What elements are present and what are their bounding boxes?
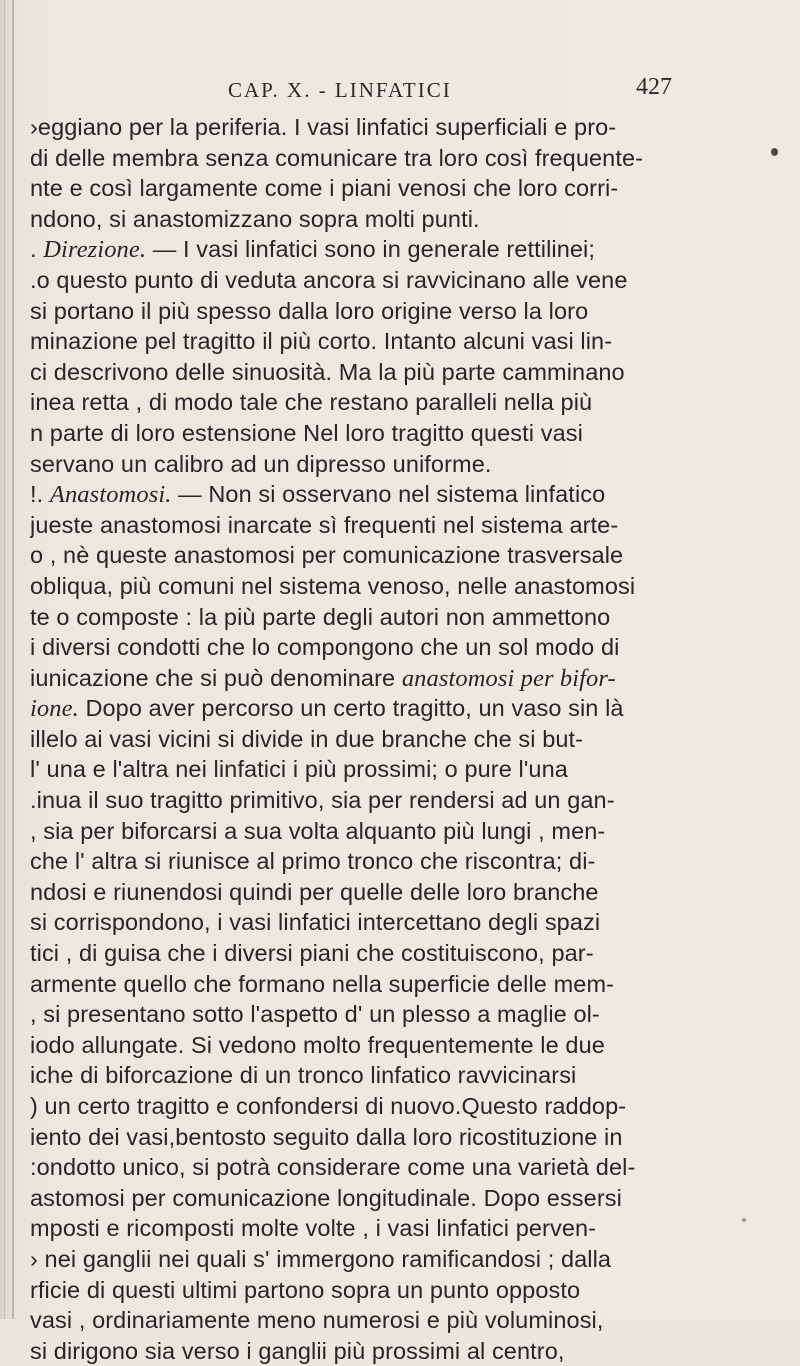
italic-term: anastomosi per bifor- bbox=[401, 664, 616, 692]
text-line: ci descrivono delle sinuosità. Ma la più parte camminano bbox=[30, 358, 625, 385]
text-line: ndosi e riunendosi quindi per quelle delle loro branche bbox=[30, 878, 599, 905]
text-line: illelo ai vasi vicini si divide in due branche che si but- bbox=[30, 725, 584, 752]
text-line: i diversi condotti che lo compongono che un sol modo di bbox=[30, 634, 620, 661]
italic-term: ione. bbox=[30, 695, 79, 723]
text-line: , sia per biforcarsi a sua volta alquanto più lungi , men- bbox=[30, 817, 606, 844]
ink-speck bbox=[742, 1218, 746, 1222]
text-line: inea retta , di modo tale che restano paralleli nella più bbox=[30, 389, 593, 416]
text-line: iche di biforcazione di un tronco linfatico ravvicinarsi bbox=[30, 1062, 577, 1089]
text-line: si dirigono sia verso i ganglii più prossimi al centro, bbox=[30, 1337, 565, 1364]
text-line bbox=[30, 234, 792, 265]
text-line: mposti e ricomposti molte volte , i vasi linfatici perven- bbox=[30, 1215, 597, 1242]
text-line: › nei ganglii nei quali s' immergono ramificandosi ; dalla bbox=[30, 1245, 612, 1272]
text-segment: . bbox=[30, 236, 44, 263]
text-line: iento dei vasi,bentosto seguito dalla loro ricostituzione in bbox=[30, 1123, 623, 1150]
text-line: astomosi per comunicazione longitudinale. Dopo essersi bbox=[30, 1184, 622, 1211]
text-line: obliqua, più comuni nel sistema venoso, nelle anastomosi bbox=[30, 572, 636, 599]
ink-speck bbox=[771, 148, 778, 156]
text-line: rficie di questi ultimi partono sopra un punto opposto bbox=[30, 1276, 581, 1303]
text-line: l' una e l'altra nei linfatici i più prossimi; o pure l'una bbox=[30, 756, 568, 783]
text-line: n parte di loro estensione Nel loro tragitto questi vasi bbox=[30, 419, 583, 446]
text-line: servano un calibro ad un dipresso uniforme. bbox=[30, 450, 492, 477]
text-segment: !. bbox=[30, 481, 50, 508]
text-line bbox=[30, 663, 792, 694]
running-head: CAP. X. - LINFATICI bbox=[228, 78, 452, 102]
text-line: :ondotto unico, si potrà considerare come una varietà del- bbox=[30, 1154, 636, 1181]
text-line: .inua il suo tragitto primitivo, sia per rendersi ad un gan- bbox=[30, 787, 615, 814]
text-segment: iunicazione che si può denominare bbox=[30, 664, 402, 691]
body-text bbox=[30, 112, 792, 1366]
page-header bbox=[228, 74, 698, 108]
text-line: armente quello che formano nella superficie delle mem- bbox=[30, 970, 615, 997]
text-line: jueste anastomosi inarcate sì frequenti nel sistema arte- bbox=[30, 511, 619, 538]
text-line: nte e così largamente come i piani venosi che loro corri- bbox=[30, 175, 619, 202]
text-line: si corrispondono, i vasi linfatici intercettano degli spazi bbox=[30, 909, 601, 936]
text-line: di delle membra senza comunicare tra loro così frequente- bbox=[30, 144, 644, 171]
text-line: ) un certo tragitto e confondersi di nuovo.Questo raddop- bbox=[30, 1093, 627, 1119]
text-line: tici , di guisa che i diversi piani che costituiscono, par- bbox=[30, 940, 594, 967]
text-line: o , nè queste anastomosi per comunicazione trasversale bbox=[30, 542, 624, 569]
text-segment: Dopo aver percorso un certo tragitto, un vaso sin là bbox=[78, 695, 624, 722]
text-line: ndono, si anastomizzano sopra molti punti. bbox=[30, 205, 480, 232]
text-line: , si presentano sotto l'aspetto d' un plesso a maglie ol- bbox=[30, 1001, 600, 1028]
italic-term: Direzione. bbox=[43, 236, 147, 264]
text-segment: — I vasi linfatici sono in generale rettilinei; bbox=[146, 236, 596, 263]
text-line: iodo allungate. Si vedono molto frequentemente le due bbox=[30, 1031, 605, 1058]
text-line: che l' altra si riunisce al primo tronco che riscontra; di- bbox=[30, 848, 596, 875]
text-line: vasi , ordinariamente meno numerosi e più voluminosi, bbox=[30, 1307, 604, 1334]
text-segment: — Non si osservano nel sistema linfatico bbox=[171, 481, 606, 508]
text-line: si portano il più spesso dalla loro origine verso la loro bbox=[30, 297, 589, 324]
text-line: ›eggiano per la periferia. I vasi linfatici superficiali e pro- bbox=[30, 114, 617, 140]
text-line: te o composte : la più parte degli autori non ammettono bbox=[30, 603, 611, 630]
italic-term: Anastomosi. bbox=[49, 481, 172, 509]
text-line: .o questo punto di veduta ancora si ravvicinano alle vene bbox=[30, 266, 628, 293]
text-line bbox=[30, 479, 792, 510]
binding-edge-shadow bbox=[4, 0, 5, 1319]
text-line bbox=[30, 693, 792, 724]
binding-edge bbox=[12, 0, 14, 1319]
text-line: minazione pel tragitto il più corto. Intanto alcuni vasi lin- bbox=[30, 328, 613, 355]
page-number: 427 bbox=[636, 74, 672, 100]
